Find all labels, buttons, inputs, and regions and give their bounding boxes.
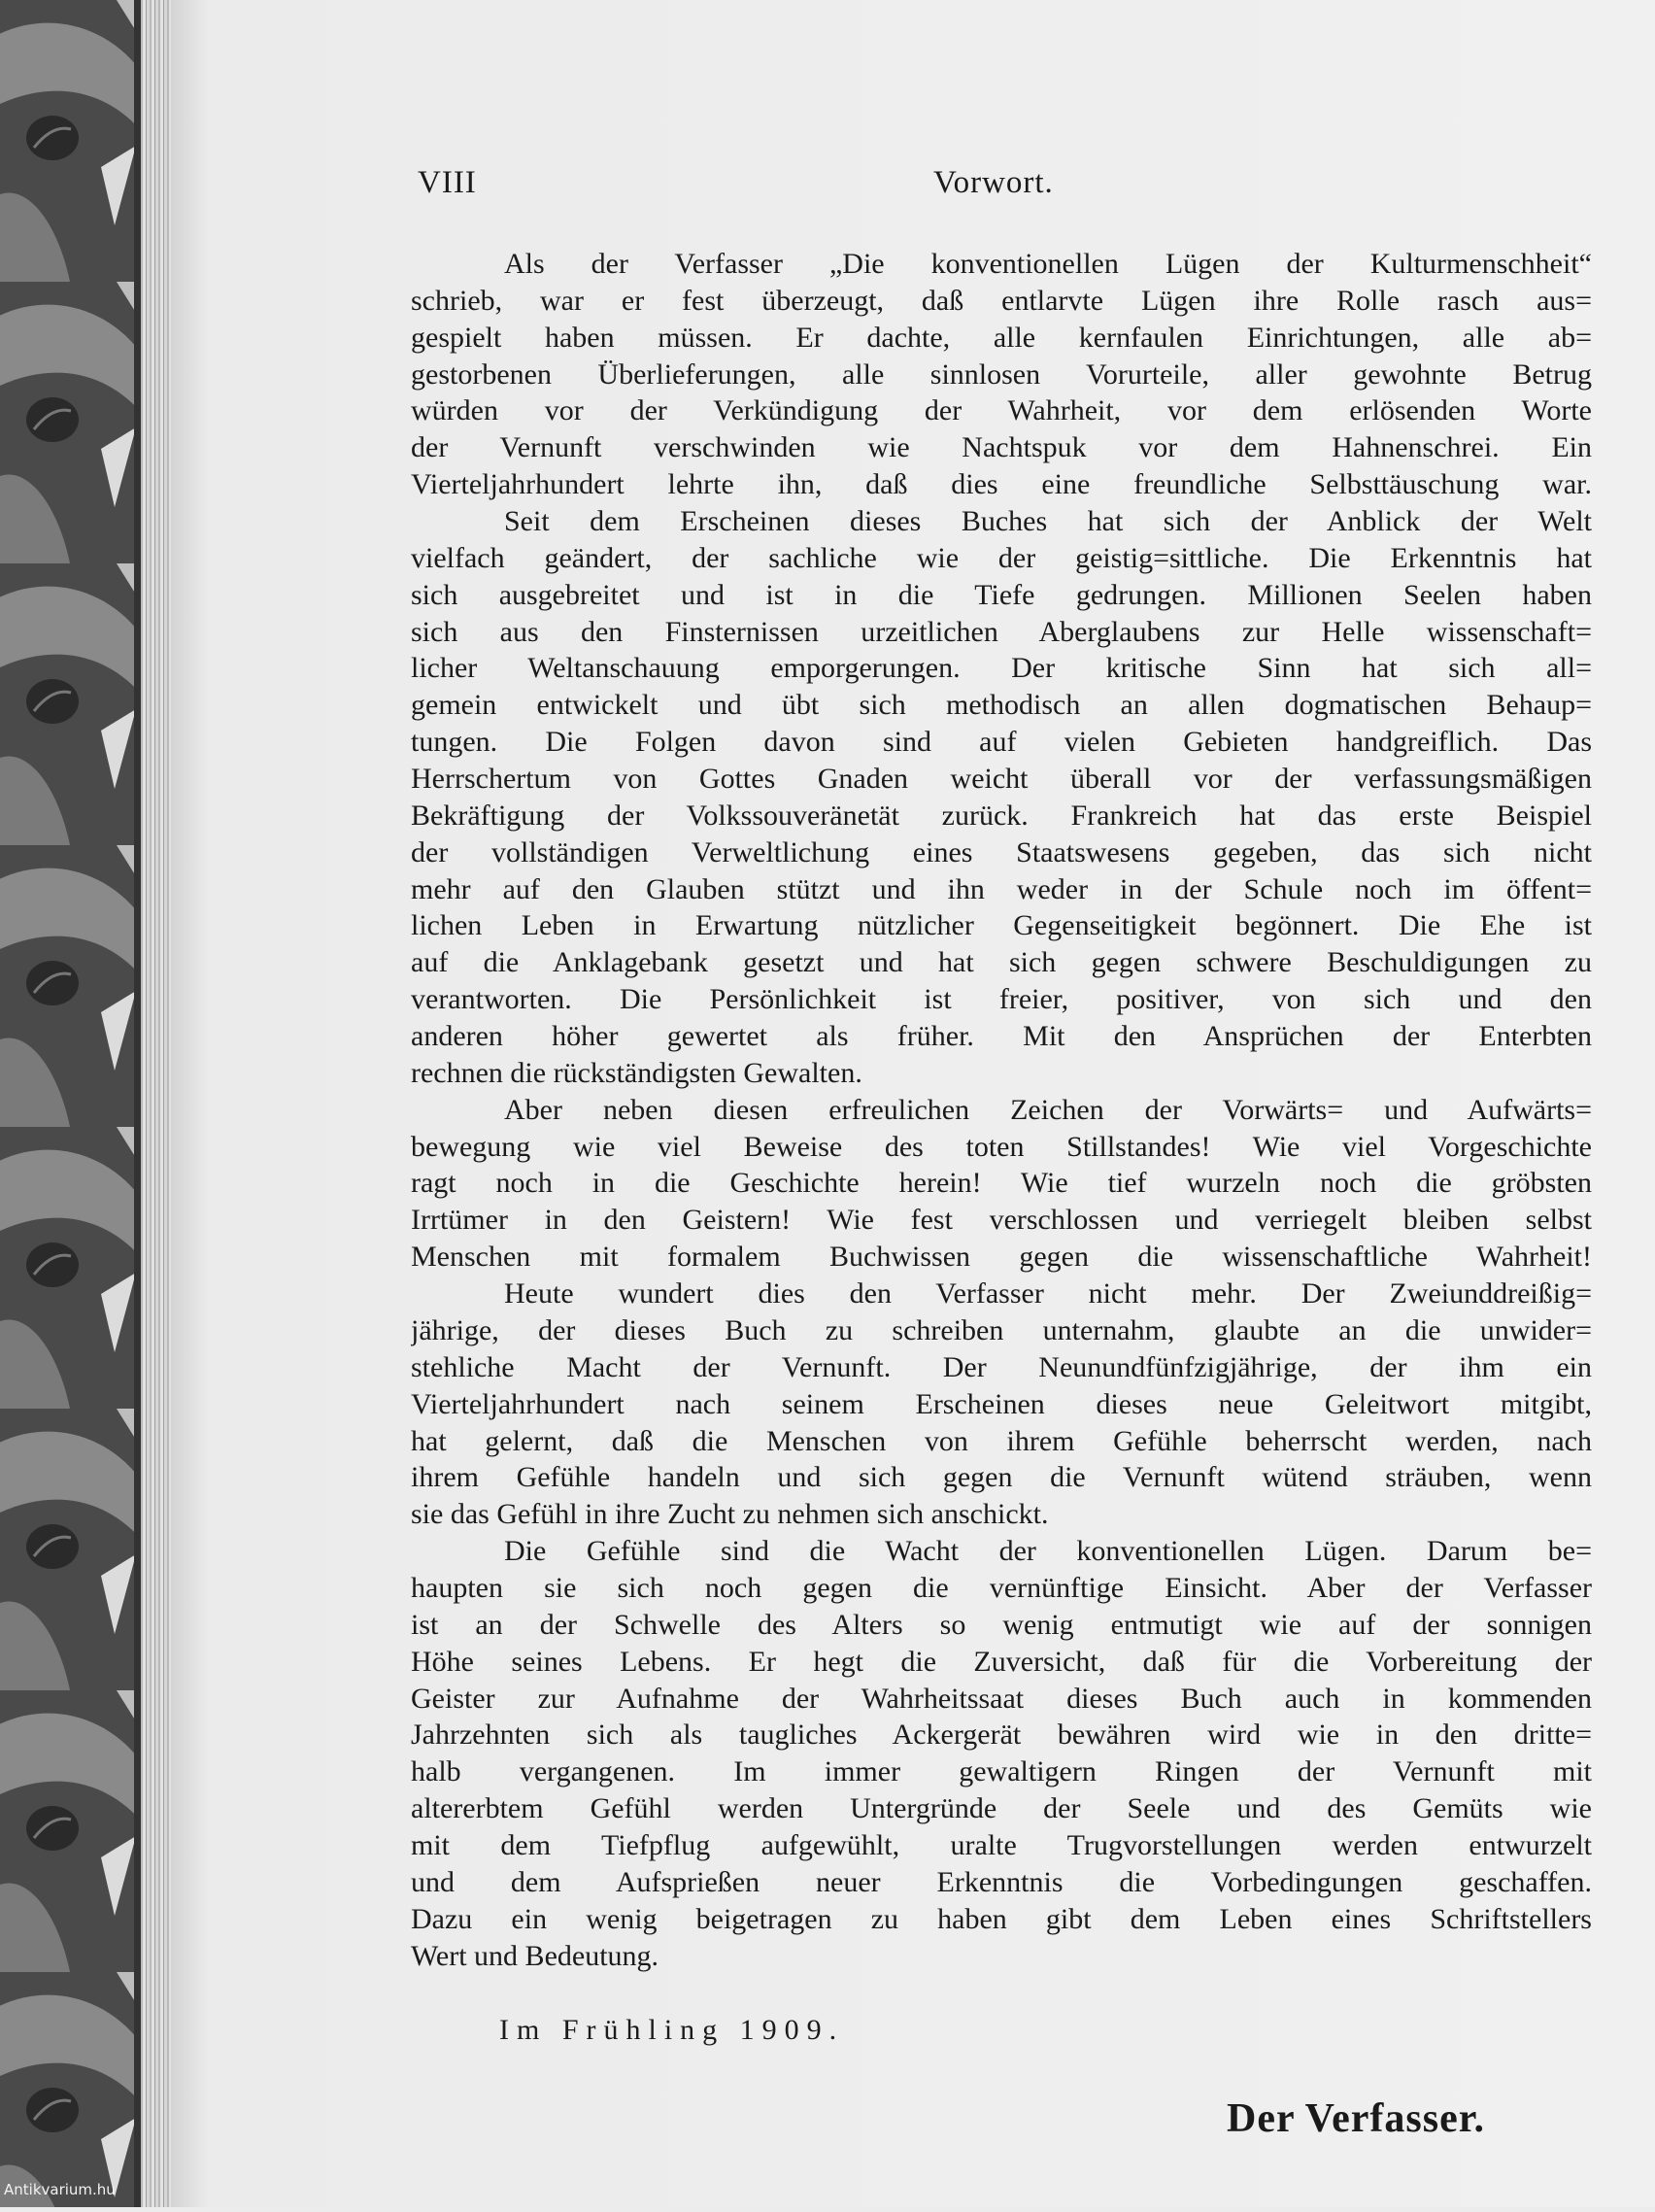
paragraph: [411, 503, 1592, 1092]
text-line: rechnen die rückständigsten Gewalten.: [411, 1056, 862, 1089]
text-line: vielfach geändert, der sachliche wie der geistig=sittliche. Die Erkenntnis hat: [411, 541, 1592, 574]
text-line: ragt noch in die Geschichte herein! Wie tief wurzeln noch die gröbsten: [411, 1167, 1592, 1200]
book-cover-edge: [0, 0, 141, 2207]
text-line: Menschen mit formalem Buchwissen gegen die wissenschaftliche Wahrheit!: [411, 1241, 1592, 1274]
text-line: Bekräftigung der Volkssouveränetät zurück. Frankreich hat das erste Beispiel: [411, 799, 1592, 832]
text-line: sich ausgebreitet und ist in die Tiefe gedrungen. Millionen Seelen haben: [411, 578, 1592, 611]
text-line: licher Weltanschauung emporgerungen. Der kritische Sinn hat sich all=: [411, 652, 1592, 685]
text-line: Vierteljahrhundert lehrte ihn, daß dies eine freundliche Selbsttäuschung war.: [411, 468, 1592, 501]
text-line: tungen. Die Folgen davon sind auf vielen Gebieten handgreiflich. Das: [411, 726, 1592, 759]
text-line: anderen höher gewertet als früher. Mit den Ansprüchen der Enterbten: [411, 1020, 1592, 1053]
text-line: Herrschertum von Gottes Gnaden weicht überall vor der verfassungsmäßigen: [411, 763, 1592, 796]
text-line: Höhe seines Lebens. Er hegt die Zuversicht, daß für die Vorbereitung der: [411, 1645, 1592, 1678]
text-line: schrieb, war er fest überzeugt, daß entlarvte Lügen ihre Rolle rasch aus=: [411, 284, 1592, 317]
text-line: altererbtem Gefühl werden Untergründe der Seele und des Gemüts wie: [411, 1792, 1592, 1825]
text-line: und dem Aufsprießen neuer Erkenntnis die Vorbedingungen geschaffen.: [411, 1865, 1592, 1898]
text-line: stehliche Macht der Vernunft. Der Neunundfünfzigjährige, der ihm ein: [411, 1350, 1592, 1383]
text-line: Die Gefühle sind die Wacht der konventionellen Lügen. Darum be=: [504, 1535, 1592, 1568]
page-title: Vorwort.: [933, 165, 1054, 200]
text-line: Als der Verfasser „Die konventionellen Lügen der Kulturmenschheit“: [504, 248, 1592, 280]
page-number: VIII: [418, 165, 477, 200]
watermark: Antikvarium.hu: [4, 2181, 116, 2198]
text-line: Seit dem Erscheinen dieses Buches hat sich der Anblick der Welt: [504, 505, 1592, 538]
paragraph: [411, 1276, 1592, 1533]
text-line: der Vernunft verschwinden wie Nachtspuk vor dem Hahnenschrei. Ein: [411, 431, 1592, 464]
text-line: der vollständigen Verweltlichung eines Staatswesens gegeben, das sich nicht: [411, 835, 1592, 868]
paragraph: [411, 1092, 1592, 1276]
text-line: verantworten. Die Persönlichkeit ist freier, positiver, von sich und den: [411, 983, 1592, 1016]
text-line: gespielt haben müssen. Er dachte, alle kernfaulen Einrichtungen, alle ab=: [411, 321, 1592, 354]
text-line: Dazu ein wenig beigetragen zu haben gibt dem Leben eines Schriftstellers: [411, 1902, 1592, 1935]
text-line: Vierteljahrhundert nach seinem Erscheinen dieses neue Geleitwort mitgibt,: [411, 1387, 1592, 1420]
text-line: haupten sie sich noch gegen die vernünftige Einsicht. Aber der Verfasser: [411, 1571, 1592, 1604]
text-line: mit dem Tiefpflug aufgewühlt, uralte Trugvorstellungen werden entwurzelt: [411, 1828, 1592, 1861]
paragraph: [411, 246, 1592, 503]
text-line: bewegung wie viel Beweise des toten Stillstandes! Wie viel Vorgeschichte: [411, 1130, 1592, 1163]
text-line: Aber neben diesen erfreulichen Zeichen der Vorwärts= und Aufwärts=: [504, 1093, 1592, 1126]
text-line: sich aus den Finsternissen urzeitlichen Aberglaubens zur Helle wissenschaft=: [411, 615, 1592, 648]
text-line: Wert und Bedeutung.: [411, 1939, 659, 1972]
text-line: ihrem Gefühle handeln und sich gegen die Vernunft wütend sträuben, wenn: [411, 1461, 1592, 1494]
text-line: ist an der Schwelle des Alters so wenig entmutigt wie auf der sonnigen: [411, 1608, 1592, 1641]
author-signature: Der Verfasser.: [1227, 2096, 1485, 2141]
cover-pattern: [0, 0, 141, 2207]
text-line: auf die Anklagebank gesetzt und hat sich gegen schwere Beschuldigungen zu: [411, 946, 1592, 979]
preface-body: [411, 246, 1592, 1974]
page-edges: [141, 0, 171, 2207]
text-line: gestorbenen Überlieferungen, alle sinnlosen Vorurteile, aller gewohnte Betrug: [411, 357, 1592, 391]
text-line: gemein entwickelt und übt sich methodisch an allen dogmatischen Behaup=: [411, 689, 1592, 722]
text-line: jährige, der dieses Buch zu schreiben unternahm, glaubte an die unwider=: [411, 1313, 1592, 1346]
text-line: Geister zur Aufnahme der Wahrheitssaat dieses Buch auch in kommenden: [411, 1682, 1592, 1715]
dateline: Im Frühling 1909.: [499, 2014, 845, 2046]
text-line: Jahrzehnten sich als taugliches Ackergerät bewähren wird wie in den dritte=: [411, 1719, 1592, 1752]
text-line: mehr auf den Glauben stützt und ihn weder in der Schule noch im öffent=: [411, 872, 1592, 905]
text-line: Heute wundert dies den Verfasser nicht mehr. Der Zweiunddreißig=: [504, 1277, 1592, 1310]
paragraph: [411, 1533, 1592, 1974]
text-line: Irrtümer in den Geistern! Wie fest verschlossen und verriegelt bleiben selbst: [411, 1204, 1592, 1237]
text-line: sie das Gefühl in ihre Zucht zu nehmen sich anschickt.: [411, 1498, 1049, 1531]
text-line: lichen Leben in Erwartung nützlicher Gegenseitigkeit begönnert. Die Ehe ist: [411, 909, 1592, 942]
text-line: halb vergangenen. Im immer gewaltigern Ringen der Vernunft mit: [411, 1755, 1592, 1788]
text-line: hat gelernt, daß die Menschen von ihrem Gefühle beherrscht werden, nach: [411, 1424, 1592, 1457]
text-line: würden vor der Verkündigung der Wahrheit, vor dem erlösenden Worte: [411, 394, 1592, 427]
